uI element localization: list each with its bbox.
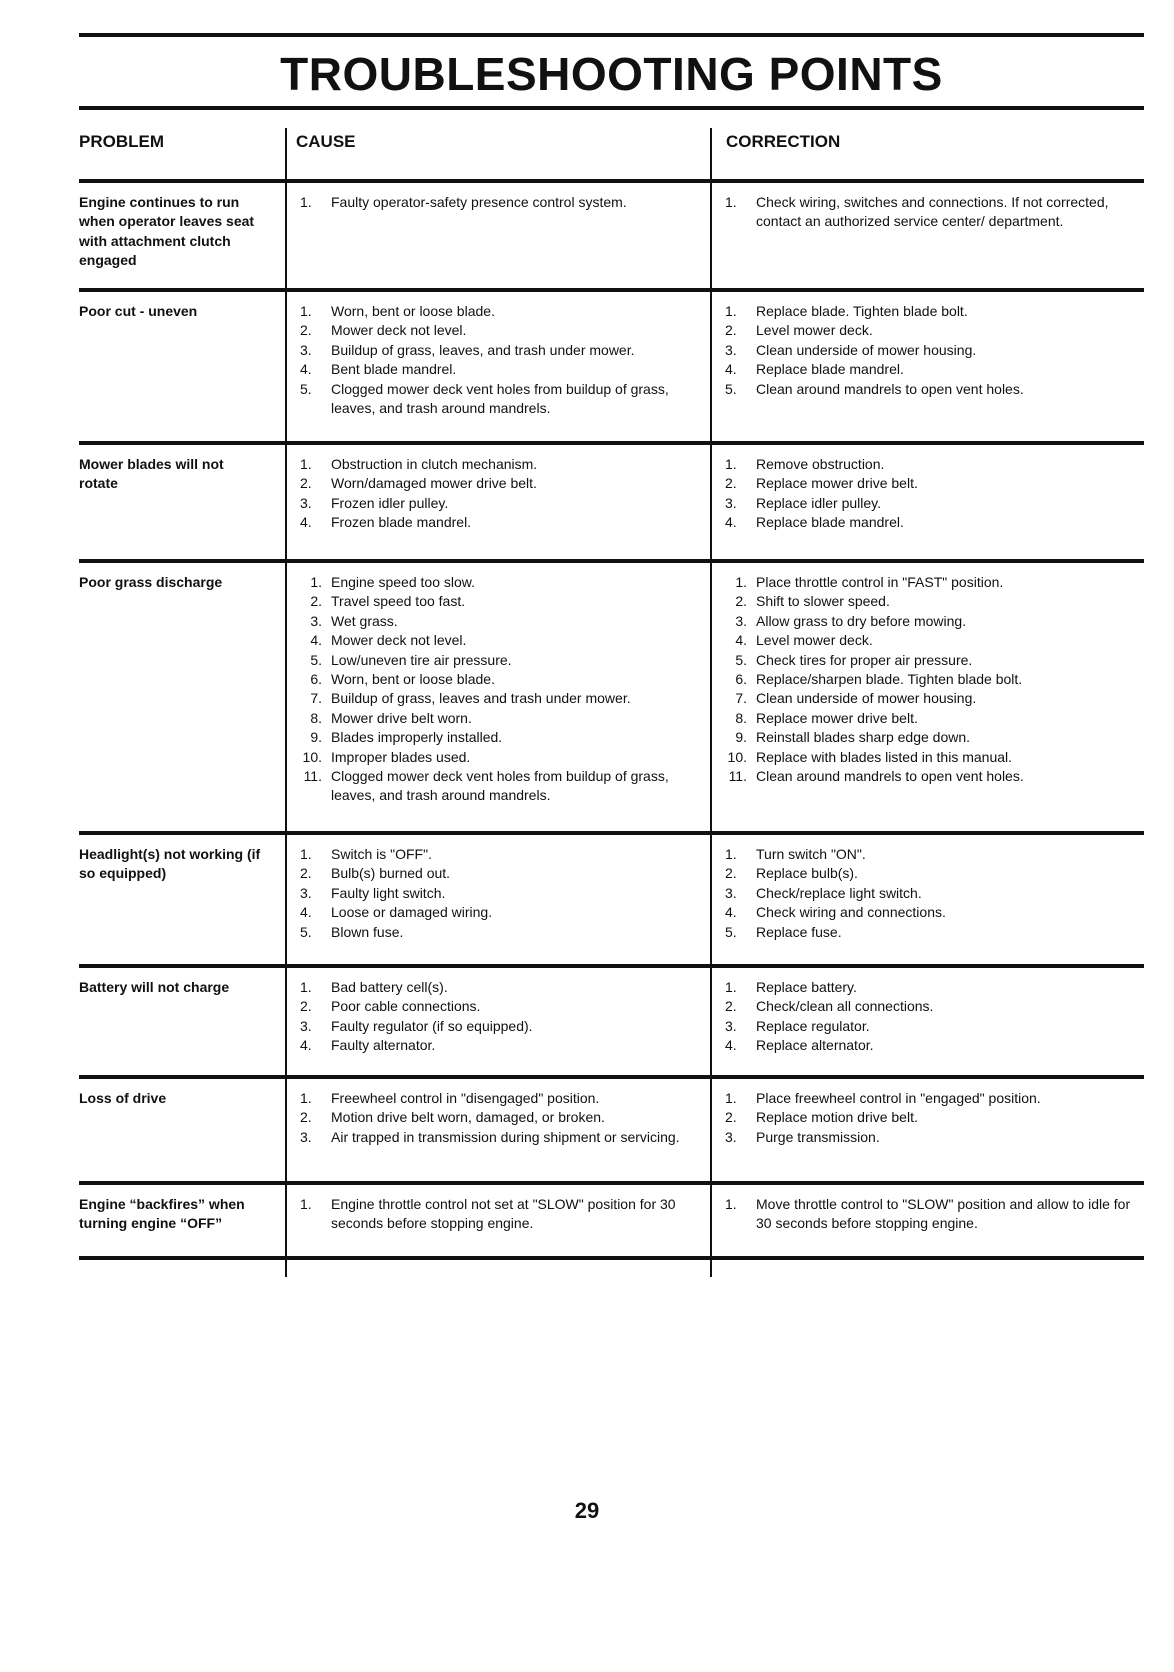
item-text: Travel speed too fast. xyxy=(331,593,466,610)
correction-list xyxy=(725,1195,1145,1234)
cause-item xyxy=(300,1089,700,1108)
cause-item xyxy=(300,631,700,650)
item-number: 1. xyxy=(300,979,312,995)
correction-item xyxy=(725,631,1145,650)
item-number: 2. xyxy=(300,1109,312,1126)
item-text: Engine throttle control not set at "SLOW" position for 30 seconds before stopping engine. xyxy=(331,1196,676,1232)
correction-item xyxy=(725,884,1145,903)
item-text: Mower deck not level. xyxy=(331,632,467,649)
column-divider-correction xyxy=(710,128,712,1277)
cause-list xyxy=(300,193,700,212)
item-text: Poor cable connections. xyxy=(331,998,481,1015)
cause-item xyxy=(300,455,700,474)
problem-text: Headlight(s) not working (if so equipped) xyxy=(79,846,261,882)
item-number: 1. xyxy=(725,979,737,995)
item-text: Clean underside of mower housing. xyxy=(756,690,977,707)
header-cause: CAUSE xyxy=(296,132,356,151)
item-text: Replace mower drive belt. xyxy=(756,475,918,492)
correction-item xyxy=(725,193,1145,232)
item-number: 1. xyxy=(300,303,312,319)
item-text: Mower drive belt worn. xyxy=(331,709,472,726)
cause-item xyxy=(300,651,700,670)
cause-list xyxy=(300,455,700,533)
cause-item xyxy=(300,592,700,611)
item-text: Frozen idler pulley. xyxy=(331,494,449,511)
item-text: Faulty alternator. xyxy=(331,1037,436,1054)
item-number: 3. xyxy=(725,1128,737,1145)
correction-item xyxy=(725,1036,1145,1055)
cause-item xyxy=(300,884,700,903)
cause-item xyxy=(300,1195,700,1234)
cause-list xyxy=(300,573,700,806)
cause-item xyxy=(300,360,700,379)
item-number: 4. xyxy=(725,514,737,531)
item-text: Check/replace light switch. xyxy=(756,884,922,901)
item-text: Clean around mandrels to open vent holes. xyxy=(756,768,1024,785)
cause-item xyxy=(300,709,700,728)
item-text: Obstruction in clutch mechanism. xyxy=(331,456,538,472)
item-number: 1. xyxy=(300,1196,312,1212)
problem-text: Poor grass discharge xyxy=(79,574,223,590)
item-number: 2. xyxy=(725,322,737,339)
row-divider xyxy=(79,1075,1144,1079)
item-number: 2. xyxy=(725,475,737,492)
cause-list xyxy=(300,302,700,418)
item-text: Low/uneven tire air pressure. xyxy=(331,651,512,668)
item-number: 9. xyxy=(310,729,322,746)
item-text: Replace battery. xyxy=(756,979,857,995)
correction-item xyxy=(725,513,1145,532)
correction-item xyxy=(725,494,1145,513)
cause-item xyxy=(300,612,700,631)
correction-list xyxy=(725,193,1145,232)
correction-item xyxy=(725,474,1145,493)
correction-item xyxy=(725,903,1145,922)
item-text: Bulb(s) burned out. xyxy=(331,865,451,882)
row-divider xyxy=(79,179,1144,183)
correction-item xyxy=(725,302,1145,321)
item-number: 4. xyxy=(725,361,737,378)
cause-item xyxy=(300,1128,700,1147)
item-number: 5. xyxy=(300,380,312,397)
header-problem: PROBLEM xyxy=(79,132,164,151)
item-text: Worn/damaged mower drive belt. xyxy=(331,475,537,492)
item-text: Improper blades used. xyxy=(331,748,471,765)
correction-list xyxy=(725,573,1145,786)
row-divider xyxy=(79,441,1144,445)
problem-text: Loss of drive xyxy=(79,1090,167,1106)
item-text: Replace blade. Tighten blade bolt. xyxy=(756,303,968,319)
item-number: 4. xyxy=(300,514,312,531)
item-number: 2. xyxy=(300,865,312,882)
item-number: 4. xyxy=(300,1037,312,1054)
item-number: 1. xyxy=(725,846,737,862)
item-number: 3. xyxy=(310,612,322,629)
item-text: Buildup of grass, leaves, and trash under mower. xyxy=(331,341,635,358)
correction-list xyxy=(725,1089,1145,1147)
cause-item xyxy=(300,380,700,419)
correction-item xyxy=(725,864,1145,883)
item-number: 1. xyxy=(300,194,312,210)
item-text: Bad battery cell(s). xyxy=(331,979,448,995)
item-text: Check wiring and connections. xyxy=(756,904,946,921)
item-text: Bent blade mandrel. xyxy=(331,361,457,378)
cause-item xyxy=(300,845,700,864)
item-text: Buildup of grass, leaves and trash under mower. xyxy=(331,690,631,707)
item-number: 1. xyxy=(735,574,747,590)
item-text: Clogged mower deck vent holes from buildup of grass, leaves, and trash around mandrels. xyxy=(331,768,669,804)
item-text: Freewheel control in "disengaged" position. xyxy=(331,1090,600,1106)
correction-item xyxy=(725,670,1145,689)
item-text: Replace blade mandrel. xyxy=(756,514,904,531)
item-number: 11. xyxy=(728,768,747,785)
item-number: 4. xyxy=(725,904,737,921)
correction-item xyxy=(725,360,1145,379)
item-number: 1. xyxy=(725,303,737,319)
item-text: Clogged mower deck vent holes from buildup of grass, leaves, and trash around mandrels. xyxy=(331,380,669,417)
item-text: Level mower deck. xyxy=(756,632,873,649)
cause-item xyxy=(300,670,700,689)
cause-item xyxy=(300,341,700,360)
item-number: 4. xyxy=(725,1037,737,1054)
item-number: 6. xyxy=(310,671,322,688)
item-number: 3. xyxy=(725,1017,737,1034)
item-text: Purge transmission. xyxy=(756,1128,880,1145)
cause-item xyxy=(300,923,700,942)
item-number: 2. xyxy=(300,475,312,492)
item-number: 1. xyxy=(725,1196,737,1212)
item-number: 1. xyxy=(300,456,312,472)
item-text: Place freewheel control in "engaged" position. xyxy=(756,1090,1041,1106)
item-number: 4. xyxy=(300,904,312,921)
cause-item xyxy=(300,903,700,922)
item-number: 1. xyxy=(725,194,737,210)
correction-item xyxy=(725,845,1145,864)
cause-item xyxy=(300,1108,700,1127)
correction-item xyxy=(725,767,1145,786)
item-number: 1. xyxy=(725,1090,737,1106)
correction-item xyxy=(725,1089,1145,1108)
cause-item xyxy=(300,494,700,513)
item-text: Faulty operator-safety presence control system. xyxy=(331,194,627,210)
item-number: 8. xyxy=(735,709,747,726)
cause-item xyxy=(300,193,700,212)
correction-item xyxy=(725,923,1145,942)
item-number: 5. xyxy=(310,651,322,668)
item-text: Allow grass to dry before mowing. xyxy=(756,612,967,629)
item-number: 2. xyxy=(310,593,322,610)
correction-item xyxy=(725,1128,1145,1147)
item-text: Clean around mandrels to open vent holes. xyxy=(756,380,1024,397)
item-text: Replace blade mandrel. xyxy=(756,361,904,378)
item-number: 10. xyxy=(727,748,747,765)
correction-item xyxy=(725,612,1145,631)
cause-item xyxy=(300,997,700,1016)
item-number: 4. xyxy=(300,361,312,378)
item-number: 3. xyxy=(300,1017,312,1034)
problem-text: Mower blades will not rotate xyxy=(79,456,224,492)
row-divider xyxy=(79,559,1144,563)
correction-item xyxy=(725,455,1145,474)
correction-item xyxy=(725,592,1145,611)
item-number: 3. xyxy=(735,612,747,629)
item-text: Replace bulb(s). xyxy=(756,865,858,882)
item-number: 5. xyxy=(725,380,737,397)
page-title: TROUBLESHOOTING POINTS xyxy=(280,48,943,100)
correction-item xyxy=(725,997,1145,1016)
item-number: 1. xyxy=(725,456,737,472)
item-number: 2. xyxy=(725,1109,737,1126)
cause-list xyxy=(300,1195,700,1234)
row-divider xyxy=(79,288,1144,292)
correction-item xyxy=(725,341,1145,360)
cause-item xyxy=(300,767,700,806)
item-number: 2. xyxy=(300,998,312,1015)
item-text: Place throttle control in "FAST" position. xyxy=(756,574,1004,590)
correction-item xyxy=(725,380,1145,399)
cause-item xyxy=(300,978,700,997)
item-number: 5. xyxy=(735,651,747,668)
item-text: Replace motion drive belt. xyxy=(756,1109,918,1126)
item-number: 7. xyxy=(735,690,747,707)
item-number: 7. xyxy=(310,690,322,707)
item-text: Clean underside of mower housing. xyxy=(756,341,977,358)
cause-item xyxy=(300,513,700,532)
item-text: Shift to slower speed. xyxy=(756,593,890,610)
item-text: Worn, bent or loose blade. xyxy=(331,671,495,688)
item-text: Mower deck not level. xyxy=(331,322,467,339)
correction-item xyxy=(725,321,1145,340)
top-rule xyxy=(79,33,1144,37)
item-number: 3. xyxy=(300,341,312,358)
problem-text: Battery will not charge xyxy=(79,979,230,995)
correction-item xyxy=(725,651,1145,670)
item-number: 11. xyxy=(303,768,322,785)
item-text: Reinstall blades sharp edge down. xyxy=(756,729,971,746)
item-number: 2. xyxy=(725,865,737,882)
item-text: Engine speed too slow. xyxy=(331,574,475,590)
correction-item xyxy=(725,1108,1145,1127)
correction-item xyxy=(725,728,1145,747)
item-text: Switch is "OFF". xyxy=(331,846,432,862)
item-text: Replace idler pulley. xyxy=(756,494,882,511)
item-text: Check wiring, switches and connections. If not corrected, contact an authorized service center/ department. xyxy=(756,194,1109,230)
item-text: Replace mower drive belt. xyxy=(756,709,918,726)
item-text: Turn switch "ON". xyxy=(756,846,866,862)
cause-item xyxy=(300,1036,700,1055)
row-divider xyxy=(79,964,1144,968)
row-divider xyxy=(79,831,1144,835)
header-correction: CORRECTION xyxy=(726,132,841,151)
page-number: 29 xyxy=(574,1498,600,1523)
item-text: Replace/sharpen blade. Tighten blade bolt. xyxy=(756,671,1023,688)
row-divider xyxy=(79,1256,1144,1260)
item-number: 5. xyxy=(725,923,737,940)
cause-item xyxy=(300,748,700,767)
item-number: 3. xyxy=(300,884,312,901)
item-text: Replace alternator. xyxy=(756,1037,874,1054)
correction-list xyxy=(725,455,1145,533)
cause-item xyxy=(300,864,700,883)
cause-item xyxy=(300,321,700,340)
correction-list xyxy=(725,302,1145,399)
item-number: 3. xyxy=(725,494,737,511)
item-text: Loose or damaged wiring. xyxy=(331,904,493,921)
item-text: Faulty light switch. xyxy=(331,884,446,901)
item-number: 3. xyxy=(300,494,312,511)
correction-item xyxy=(725,689,1145,708)
correction-list xyxy=(725,978,1145,1056)
correction-item xyxy=(725,573,1145,592)
item-text: Motion drive belt worn, damaged, or broken. xyxy=(331,1109,605,1126)
cause-item xyxy=(300,689,700,708)
item-number: 3. xyxy=(300,1128,312,1145)
item-number: 3. xyxy=(725,884,737,901)
item-text: Remove obstruction. xyxy=(756,456,885,472)
item-text: Check/clean all connections. xyxy=(756,998,934,1015)
item-text: Replace regulator. xyxy=(756,1017,870,1034)
item-text: Faulty regulator (if so equipped). xyxy=(331,1017,533,1034)
correction-item xyxy=(725,1195,1145,1234)
cause-list xyxy=(300,1089,700,1147)
item-text: Worn, bent or loose blade. xyxy=(331,303,495,319)
cause-item xyxy=(300,728,700,747)
cause-item xyxy=(300,1017,700,1036)
row-divider xyxy=(79,1181,1144,1185)
correction-item xyxy=(725,978,1145,997)
item-number: 2. xyxy=(725,998,737,1015)
item-number: 8. xyxy=(310,709,322,726)
cause-list xyxy=(300,978,700,1056)
item-number: 4. xyxy=(310,632,322,649)
correction-item xyxy=(725,748,1145,767)
item-text: Frozen blade mandrel. xyxy=(331,514,472,531)
item-number: 2. xyxy=(735,593,747,610)
problem-text: Engine “backfires” when turning engine “OFF” xyxy=(79,1196,245,1232)
correction-list xyxy=(725,845,1145,942)
item-text: Check tires for proper air pressure. xyxy=(756,651,973,668)
cause-list xyxy=(300,845,700,942)
column-divider-cause xyxy=(285,128,287,1277)
problem-text: Poor cut - uneven xyxy=(79,303,198,319)
item-number: 5. xyxy=(300,923,312,940)
item-text: Blades improperly installed. xyxy=(331,729,503,746)
item-text: Replace with blades listed in this manual. xyxy=(756,748,1013,765)
item-number: 1. xyxy=(310,574,322,590)
item-number: 3. xyxy=(725,341,737,358)
cause-item xyxy=(300,573,700,592)
cause-item xyxy=(300,474,700,493)
correction-item xyxy=(725,1017,1145,1036)
correction-item xyxy=(725,709,1145,728)
item-text: Air trapped in transmission during shipment or servicing. xyxy=(331,1128,680,1145)
item-number: 1. xyxy=(300,1090,312,1106)
item-text: Move throttle control to "SLOW" position and allow to idle for 30 seconds before stopping engine. xyxy=(756,1196,1131,1232)
item-text: Replace fuse. xyxy=(756,923,842,940)
item-number: 4. xyxy=(735,632,747,649)
item-text: Level mower deck. xyxy=(756,322,873,339)
item-number: 10. xyxy=(302,748,322,765)
item-number: 1. xyxy=(300,846,312,862)
cause-item xyxy=(300,302,700,321)
item-number: 9. xyxy=(735,729,747,746)
item-number: 2. xyxy=(300,322,312,339)
problem-text: Engine continues to run when operator leaves seat with attachment clutch engaged xyxy=(79,194,255,269)
item-text: Blown fuse. xyxy=(331,923,404,940)
title-rule xyxy=(79,106,1144,110)
item-number: 6. xyxy=(735,671,747,688)
item-text: Wet grass. xyxy=(331,612,398,629)
